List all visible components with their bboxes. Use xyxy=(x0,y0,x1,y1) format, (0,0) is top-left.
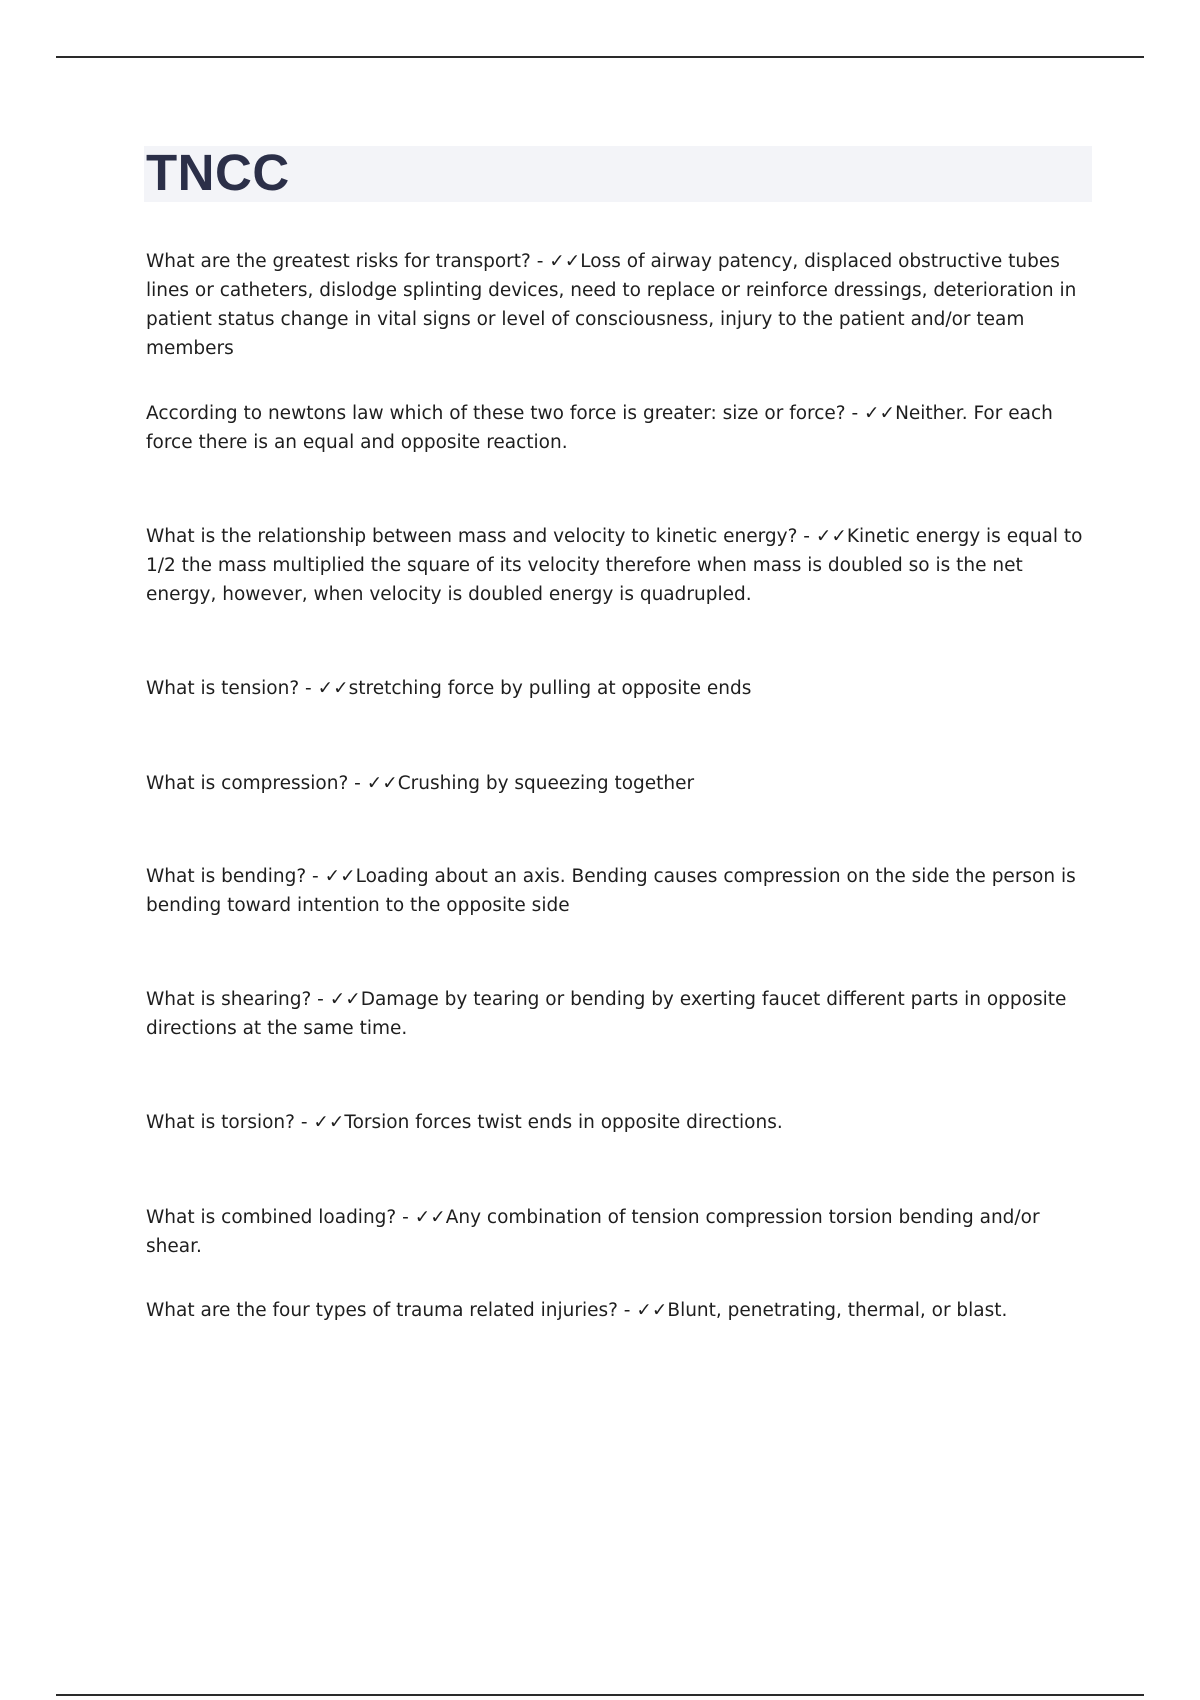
question-text: What is shearing? xyxy=(146,989,312,1010)
answer-text: Blunt, penetrating, thermal, or blast. xyxy=(667,1300,1008,1321)
question-text: What is combined loading? xyxy=(146,1207,397,1228)
answer-text: stretching force by pulling at opposite ends xyxy=(348,678,752,699)
qa-item xyxy=(146,862,1096,920)
separator: - xyxy=(396,1207,415,1228)
answer-text: Loss of airway patency, displaced obstructive tubes lines or catheters, dislodge splinting devices, need to replace or reinforce dressings, deterioration in patient status change in vital signs or level of consciousness, injury to the patient and/or team members xyxy=(146,251,1077,359)
double-check-icon: ✓✓ xyxy=(414,1207,446,1228)
answer-text: Crushing by squeezing together xyxy=(397,773,695,794)
question-text: What is bending? xyxy=(146,866,307,887)
answer-text: Torsion forces twist ends in opposite directions. xyxy=(344,1112,783,1133)
question-text: What is torsion? xyxy=(146,1112,295,1133)
qa-item xyxy=(146,769,1096,798)
double-check-icon: ✓✓ xyxy=(313,1112,345,1133)
qa-item xyxy=(146,1296,1096,1325)
separator: - xyxy=(617,1300,637,1321)
answer-text: Any combination of tension compression torsion bending and/or shear. xyxy=(146,1207,1040,1257)
answer-text: Neither. For each force there is an equal and opposite reaction. xyxy=(146,403,1053,453)
qa-item xyxy=(146,399,1096,457)
separator: - xyxy=(348,773,367,794)
double-check-icon: ✓✓ xyxy=(815,526,847,547)
double-check-icon: ✓✓ xyxy=(864,403,896,424)
question-text: According to newtons law which of these two force is greater: size or force? xyxy=(146,403,846,424)
answer-text: Loading about an axis. Bending causes compression on the side the person is bending toward intention to the opposite side xyxy=(146,866,1076,916)
document-title: TNCC xyxy=(146,144,290,201)
qa-item xyxy=(146,985,1096,1043)
separator: - xyxy=(311,989,330,1010)
separator: - xyxy=(306,866,325,887)
separator: - xyxy=(530,251,550,272)
separator: - xyxy=(797,526,816,547)
double-check-icon: ✓✓ xyxy=(317,678,349,699)
separator: - xyxy=(294,1112,314,1133)
question-text: What are the greatest risks for transport? xyxy=(146,251,531,272)
double-check-icon: ✓✓ xyxy=(329,989,361,1010)
double-check-icon: ✓✓ xyxy=(549,251,581,272)
top-rule xyxy=(56,56,1144,58)
qa-item xyxy=(146,522,1096,609)
question-text: What is the relationship between mass and velocity to kinetic energy? xyxy=(146,526,798,547)
double-check-icon: ✓✓ xyxy=(636,1300,668,1321)
answer-text: Kinetic energy is equal to 1/2 the mass multiplied the square of its velocity therefore when mass is doubled so is the net energy, however, when velocity is doubled energy is quadrupled. xyxy=(146,526,1083,605)
separator: - xyxy=(845,403,865,424)
qa-item xyxy=(146,247,1096,363)
separator: - xyxy=(299,678,318,699)
answer-text: Damage by tearing or bending by exerting faucet different parts in opposite directions at the same time. xyxy=(146,989,1067,1039)
bottom-rule xyxy=(56,1694,1144,1696)
question-text: What are the four types of trauma related injuries? xyxy=(146,1300,618,1321)
question-text: What is compression? xyxy=(146,773,349,794)
double-check-icon: ✓✓ xyxy=(366,773,398,794)
question-text: What is tension? xyxy=(146,678,300,699)
double-check-icon: ✓✓ xyxy=(324,866,356,887)
qa-item xyxy=(146,674,1096,703)
qa-item xyxy=(146,1203,1096,1261)
qa-item xyxy=(146,1108,1096,1137)
